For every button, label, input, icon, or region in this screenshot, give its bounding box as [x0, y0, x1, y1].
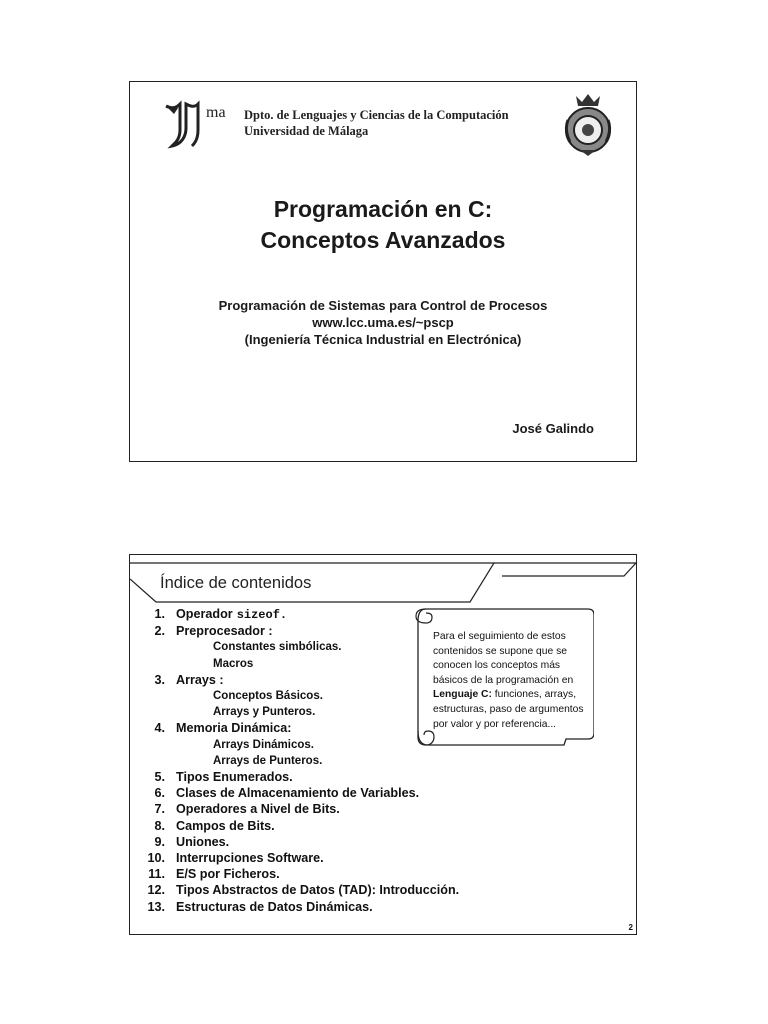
toc-item-label: Clases de Almacenamiento de Variables.: [176, 786, 420, 801]
crest-icon: [562, 90, 614, 156]
slide-subtitle: [130, 297, 636, 348]
toc-item-number: 5.: [154, 770, 165, 785]
contents-slide: [129, 554, 637, 935]
toc-item-number: 2.: [154, 624, 165, 639]
toc-item-label: E/S por Ficheros.: [176, 867, 280, 882]
toc-item-number: 7.: [154, 802, 165, 817]
toc-item: [154, 834, 459, 850]
toc-item-label: Operadores a Nivel de Bits.: [176, 802, 340, 817]
department-heading: [244, 107, 509, 139]
toc-item-number: 12.: [147, 883, 165, 898]
toc-item-number: 6.: [154, 786, 165, 801]
toc-item-label: Campos de Bits.: [176, 818, 275, 833]
note-text-part: funciones, arrays, estructuras, paso de argumentos por valor y por referencia...: [433, 689, 584, 730]
toc-item-label: Arrays :: [176, 672, 224, 687]
toc-item-number: 11.: [148, 867, 165, 882]
toc-item-number: 13.: [147, 899, 165, 914]
toc-subitem: Constantes simbólicas.: [213, 641, 342, 654]
toc-item: [154, 818, 459, 834]
slide-heading: Índice de contenidos: [160, 574, 312, 592]
toc-item-label: Tipos Abstractos de Datos (TAD): Introducción.: [176, 883, 460, 898]
uma-logo: [164, 100, 239, 150]
logo-ma-text: ma: [206, 104, 226, 121]
toc-item-label: Estructuras de Datos Dinámicas.: [176, 899, 373, 914]
department-name: Dpto. de Lenguajes y Ciencias de la Computación: [244, 108, 509, 122]
uma-symbol-icon: [164, 100, 209, 150]
toc-item-label: Interrupciones Software.: [176, 851, 324, 866]
toc-item-label: Operador: [176, 607, 233, 621]
toc-subitem: Arrays Dinámicos.: [213, 738, 314, 751]
toc-subitem: Arrays de Punteros.: [213, 754, 323, 767]
page-number: 2: [628, 923, 633, 932]
course-url: www.lcc.uma.es/~pscp: [312, 315, 454, 330]
toc-item: [147, 899, 459, 915]
toc-item-label: Uniones.: [176, 834, 230, 849]
toc-item: [154, 769, 459, 785]
toc-subitem: Macros: [213, 657, 254, 670]
toc-item: [148, 866, 459, 882]
toc-item-label: Memoria Dinámica:: [176, 721, 292, 736]
slide-title: [130, 194, 636, 256]
toc-item-number: 4.: [154, 721, 165, 736]
toc-subitem: Conceptos Básicos.: [213, 690, 323, 703]
toc-subitem: Arrays y Punteros.: [213, 706, 316, 719]
title-line-1: Programación en C:: [273, 196, 493, 222]
author-name: José Galindo: [512, 421, 594, 436]
course-name: Programación de Sistemas para Control de Procesos: [218, 298, 548, 313]
title-line-2: Conceptos Avanzados: [260, 227, 506, 253]
toc-item-code: sizeof.: [236, 608, 288, 622]
note-text-bold: Lenguaje C:: [433, 689, 492, 701]
toc-item-label: Tipos Enumerados.: [176, 770, 293, 785]
degree-name: (Ingeniería Técnica Industrial en Electrónica): [244, 332, 522, 347]
toc-item: [147, 882, 460, 898]
toc-item-label: Preprocesador :: [176, 624, 273, 639]
toc-item-number: 8.: [154, 818, 165, 833]
toc-item: [154, 785, 459, 801]
note-text-part: Para el seguimiento de estos contenidos se supone que se conocen los conceptos más básicos de la programación en: [433, 631, 574, 686]
toc-item-number: 1.: [154, 607, 165, 621]
toc-item-number: 10.: [147, 851, 165, 866]
title-slide: [129, 81, 637, 462]
toc-item-number: 9.: [154, 834, 165, 849]
toc-item: [154, 801, 459, 817]
toc-item: [147, 850, 459, 866]
toc-item-number: 3.: [154, 672, 165, 687]
note-text: [433, 630, 593, 732]
university-name: Universidad de Málaga: [244, 124, 369, 138]
